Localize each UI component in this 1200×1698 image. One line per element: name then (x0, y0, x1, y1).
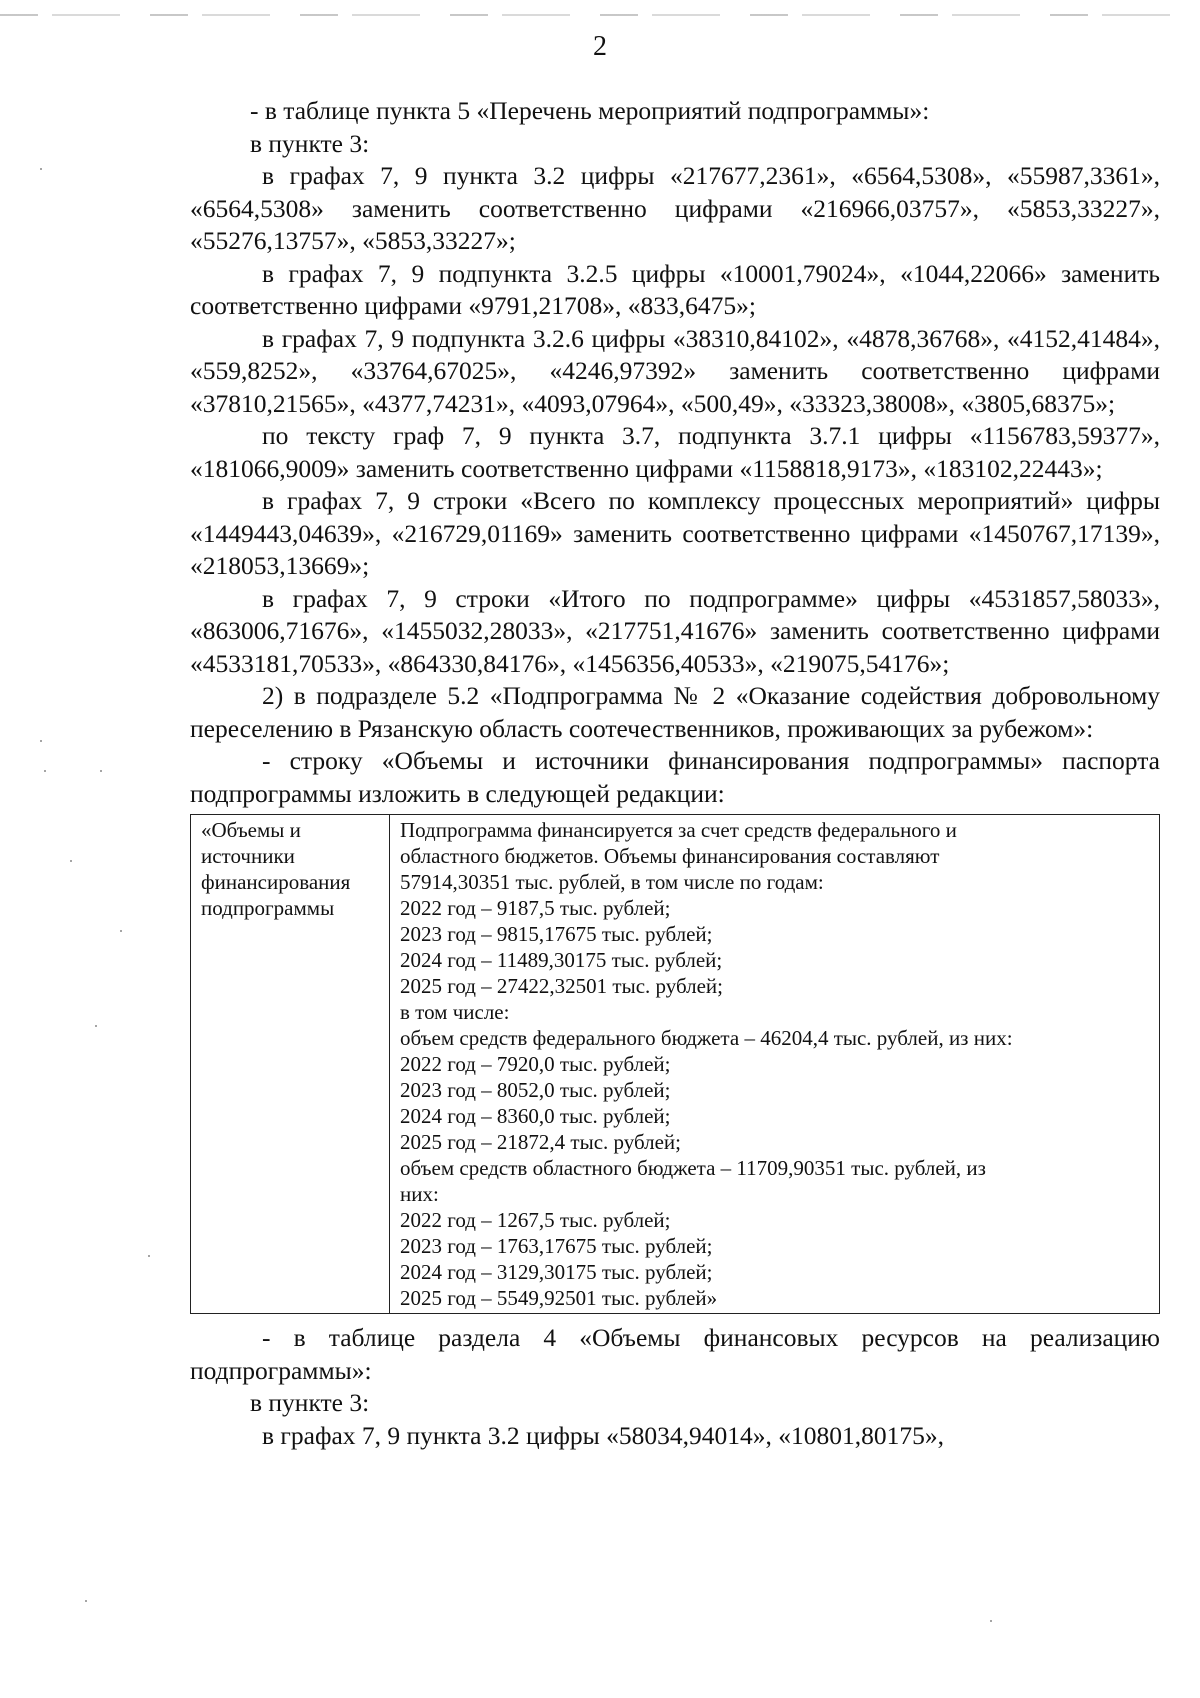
scan-speck (120, 930, 122, 932)
table-cell-line: Подпрограмма финансируется за счет средств федерального и (400, 818, 957, 842)
table-cell-line: источники (201, 844, 295, 868)
scan-speck (40, 168, 42, 170)
table-cell-line: 2022 год – 1267,5 тыс. рублей; (400, 1208, 671, 1232)
scan-speck (990, 1620, 992, 1622)
paragraphs-top (190, 95, 1160, 810)
table-cell-line: 2025 год – 5549,92501 тыс. рублей» (400, 1286, 718, 1310)
paragraph: в графах 7, 9 строки «Итого по подпрограмме» цифры «4531857,58033», «863006,71676», «1455032,28033», «217751,41676» заменить соответственно цифрами «4533181,70533», «864330,84176», «1456356,40533», «219075,54176»; (190, 583, 1160, 678)
table-cell-line: 2024 год – 8360,0 тыс. рублей; (400, 1104, 671, 1128)
paragraph: по тексту граф 7, 9 пункта 3.7, подпункта 3.7.1 цифры «1156783,59377», «181066,9009» заменить соответственно цифрами «1158818,9173», «183102,22443»; (190, 421, 1160, 483)
table-row (191, 815, 1160, 1314)
paragraph: в графах 7, 9 строки «Всего по комплексу процессных мероприятий» цифры «1449443,04639», «216729,01169» заменить соответственно цифрами «1450767,17139», «218053,13669»; (190, 486, 1160, 580)
passport-table (190, 814, 1160, 1314)
paragraph: - в таблице раздела 4 «Объемы финансовых ресурсов на реализацию подпрограммы»: (190, 1323, 1160, 1385)
table-cell-line: «Объемы и (201, 818, 301, 842)
table-cell-line: подпрограммы (201, 896, 335, 920)
paragraph: в пункте 3: (250, 1388, 370, 1417)
table-cell-line: них: (400, 1182, 439, 1206)
table-cell-line: областного бюджетов. Объемы финансирования составляют (400, 844, 940, 868)
document-body (190, 95, 1160, 1452)
scan-speck (85, 1600, 87, 1602)
passport-value-cell (390, 815, 1160, 1314)
paragraph: 2) в подразделе 5.2 «Подпрограмма № 2 «Оказание содействия добровольному переселению в Рязанскую область соотечественников, проживающих за рубежом»: (190, 681, 1160, 743)
paragraph: в графах 7, 9 подпункта 3.2.6 цифры «38310,84102», «4878,36768», «4152,41484», «559,8252», «33764,67025», «4246,97392» заменить соответственно цифрами «37810,21565», «4377,74231», «4093,07964», «500,49», «33323,38008», «3805,68375»; (190, 323, 1160, 418)
scan-speck (148, 1255, 150, 1257)
table-cell-line: 2022 год – 9187,5 тыс. рублей; (400, 896, 671, 920)
paragraph: в пункте 3: (250, 128, 370, 158)
scan-speck (44, 770, 46, 772)
table-cell-line: объем средств федерального бюджета – 46204,4 тыс. рублей, из них: (400, 1026, 1013, 1050)
table-cell-line: 2022 год – 7920,0 тыс. рублей; (400, 1052, 671, 1076)
table-cell-line: 2025 год – 21872,4 тыс. рублей; (400, 1130, 682, 1154)
paragraph: в графах 7, 9 пункта 3.2 цифры «217677,2361», «6564,5308», «55987,3361», «6564,5308» заменить соответственно цифрами «216966,03757», «5853,33227», «55276,13757», «5853,33227»; (190, 161, 1160, 255)
table-cell-line: 2025 год – 27422,32501 тыс. рублей; (400, 974, 724, 998)
scan-speck (100, 770, 102, 772)
scan-speck (40, 740, 42, 742)
paragraphs-bottom (190, 1322, 1160, 1452)
page-number: 2 (593, 31, 607, 62)
scan-speck (95, 1025, 97, 1027)
table-cell-line: 2023 год – 9815,17675 тыс. рублей; (400, 922, 713, 946)
table-cell-line: 57914,30351 тыс. рублей, в том числе по годам: (400, 870, 824, 894)
table-cell-line: 2023 год – 8052,0 тыс. рублей; (400, 1078, 671, 1102)
scan-edge-artifact (0, 14, 1200, 16)
paragraph: в графах 7, 9 подпункта 3.2.5 цифры «10001,79024», «1044,22066» заменить соответственно цифрами «9791,21708», «833,6475»; (190, 258, 1160, 320)
paragraph: в графах 7, 9 пункта 3.2 цифры «58034,94014», «10801,80175», (262, 1420, 944, 1450)
table-cell-line: объем средств областного бюджета – 11709,90351 тыс. рублей, из (400, 1156, 986, 1180)
paragraph: - строку «Объемы и источники финансирования подпрограммы» паспорта подпрограммы изложить в следующей редакции: (190, 746, 1160, 808)
table-cell-line: финансирования (201, 870, 351, 894)
table-cell-line: в том числе: (400, 1000, 510, 1024)
paragraph: - в таблице пункта 5 «Перечень мероприятий подпрограммы»: (250, 96, 930, 125)
scan-speck (70, 860, 72, 862)
passport-label-cell (191, 815, 390, 1314)
table-cell-line: 2024 год – 11489,30175 тыс. рублей; (400, 948, 723, 972)
table-cell-line: 2024 год – 3129,30175 тыс. рублей; (400, 1260, 713, 1284)
table-cell-line: 2023 год – 1763,17675 тыс. рублей; (400, 1234, 713, 1258)
